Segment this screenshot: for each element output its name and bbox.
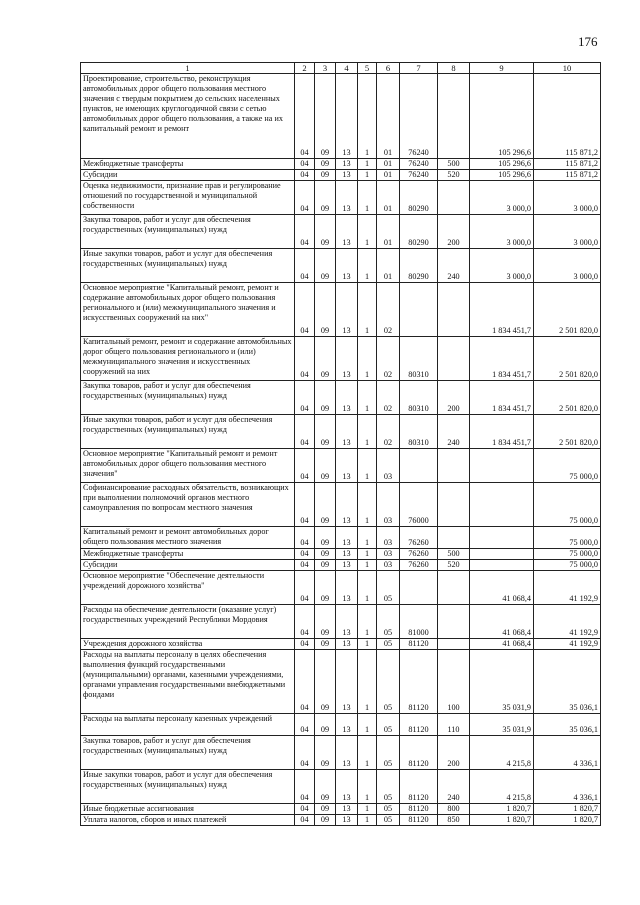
expense-type-cell: 500 [438,159,470,170]
section-code-cell: 04 [295,714,315,736]
program-code-cell: 13 [336,483,358,527]
subprogram-code-cell: 1 [358,650,377,714]
program-code-cell: 13 [336,650,358,714]
program-code-cell: 13 [336,170,358,181]
row-name-cell: Проектирование, строительство, реконструкция автомобильных дорог общего пользования местного значения с твердым покрытием до сельских населенных пунктов, не имеющих круглогодичной связи с сетью автомобильных дорог общего пользования, а также на их капитальный ремонт и ремонт [81,74,295,159]
expense-type-cell [438,639,470,650]
program-code-cell: 13 [336,283,358,337]
expense-type-cell: 520 [438,170,470,181]
activity-code-cell: 05 [377,714,400,736]
header-cell: 10 [534,63,601,74]
amount-year1-cell: 4 215,8 [470,770,534,804]
program-code-cell: 13 [336,381,358,415]
direction-code-cell: 81120 [400,650,438,714]
row-name-cell: Расходы на обеспечение деятельности (оказание услуг) государственных учреждений Республики Мордовия [81,605,295,639]
direction-code-cell: 80290 [400,181,438,215]
amount-year2-cell: 41 192,9 [534,605,601,639]
activity-code-cell: 01 [377,249,400,283]
program-code-cell: 13 [336,736,358,770]
amount-year2-cell: 2 501 820,0 [534,283,601,337]
activity-code-cell: 03 [377,549,400,560]
amount-year1-cell: 105 296,6 [470,170,534,181]
table-row [81,181,601,215]
subsection-code-cell: 09 [315,549,336,560]
section-code-cell: 04 [295,170,315,181]
activity-code-cell: 05 [377,605,400,639]
amount-year1-cell [470,483,534,527]
header-cell: 3 [315,63,336,74]
direction-code-cell: 81000 [400,605,438,639]
subprogram-code-cell: 1 [358,804,377,815]
direction-code-cell: 76240 [400,159,438,170]
program-code-cell: 13 [336,181,358,215]
amount-year1-cell: 1 820,7 [470,815,534,826]
section-code-cell: 04 [295,74,315,159]
subprogram-code-cell: 1 [358,249,377,283]
header-cell: 1 [81,63,295,74]
table-row [81,815,601,826]
table-row [81,560,601,571]
direction-code-cell: 81120 [400,639,438,650]
amount-year2-cell: 3 000,0 [534,215,601,249]
direction-code-cell: 80310 [400,337,438,381]
section-code-cell: 04 [295,560,315,571]
page-number: 176 [578,34,598,49]
row-name-cell: Капитальный ремонт, ремонт и содержание автомобильных дорог общего пользования регионального и (или) межмуниципального значения и искусственных сооружений на них [81,337,295,381]
subsection-code-cell: 09 [315,170,336,181]
section-code-cell: 04 [295,181,315,215]
amount-year2-cell: 3 000,0 [534,249,601,283]
subprogram-code-cell: 1 [358,639,377,650]
section-code-cell: 04 [295,549,315,560]
activity-code-cell: 05 [377,804,400,815]
subprogram-code-cell: 1 [358,381,377,415]
direction-code-cell: 81120 [400,815,438,826]
expense-type-cell: 240 [438,770,470,804]
activity-code-cell: 03 [377,527,400,549]
expense-type-cell [438,605,470,639]
section-code-cell: 04 [295,639,315,650]
amount-year2-cell: 2 501 820,0 [534,415,601,449]
header-cell: 6 [377,63,400,74]
table-row [81,74,601,159]
expense-type-cell [438,571,470,605]
amount-year2-cell: 115 871,2 [534,159,601,170]
program-code-cell: 13 [336,449,358,483]
activity-code-cell: 05 [377,650,400,714]
subsection-code-cell: 09 [315,415,336,449]
activity-code-cell: 02 [377,337,400,381]
direction-code-cell [400,449,438,483]
section-code-cell: 04 [295,283,315,337]
section-code-cell: 04 [295,159,315,170]
subsection-code-cell: 09 [315,605,336,639]
table-body [81,74,601,826]
expense-type-cell: 800 [438,804,470,815]
subprogram-code-cell: 1 [358,181,377,215]
amount-year2-cell: 4 336,1 [534,770,601,804]
amount-year2-cell: 2 501 820,0 [534,381,601,415]
row-name-cell: Межбюджетные трансферты [81,159,295,170]
subsection-code-cell: 09 [315,639,336,650]
table-row [81,283,601,337]
program-code-cell: 13 [336,571,358,605]
subprogram-code-cell: 1 [358,449,377,483]
budget-table [80,62,601,826]
amount-year2-cell: 35 036,1 [534,714,601,736]
header-cell: 2 [295,63,315,74]
amount-year1-cell: 3 000,0 [470,249,534,283]
program-code-cell: 13 [336,714,358,736]
section-code-cell: 04 [295,650,315,714]
row-name-cell: Софинансирование расходных обязательств, возникающих при выполнении полномочий органов местного самоуправления по вопросам местного значения [81,483,295,527]
subprogram-code-cell: 1 [358,560,377,571]
subsection-code-cell: 09 [315,449,336,483]
subsection-code-cell: 09 [315,560,336,571]
section-code-cell: 04 [295,249,315,283]
header-cell: 4 [336,63,358,74]
row-name-cell: Учреждения дорожного хозяйства [81,639,295,650]
direction-code-cell: 80310 [400,415,438,449]
row-name-cell: Иные закупки товаров, работ и услуг для обеспечения государственных (муниципальных) нужд [81,770,295,804]
expense-type-cell: 240 [438,249,470,283]
direction-code-cell: 76260 [400,527,438,549]
direction-code-cell: 81120 [400,770,438,804]
subsection-code-cell: 09 [315,483,336,527]
amount-year2-cell: 75 000,0 [534,527,601,549]
amount-year2-cell: 3 000,0 [534,181,601,215]
subsection-code-cell: 09 [315,736,336,770]
expense-type-cell: 200 [438,736,470,770]
program-code-cell: 13 [336,415,358,449]
amount-year1-cell: 105 296,6 [470,74,534,159]
table-row [81,549,601,560]
program-code-cell: 13 [336,527,358,549]
amount-year2-cell: 75 000,0 [534,449,601,483]
table-row [81,804,601,815]
amount-year1-cell: 35 031,9 [470,714,534,736]
amount-year1-cell: 3 000,0 [470,215,534,249]
subsection-code-cell: 09 [315,714,336,736]
subsection-code-cell: 09 [315,74,336,159]
subsection-code-cell: 09 [315,381,336,415]
subprogram-code-cell: 1 [358,74,377,159]
table-row [81,483,601,527]
row-name-cell: Закупка товаров, работ и услуг для обеспечения государственных (муниципальных) нужд [81,381,295,415]
table-row [81,170,601,181]
table-row [81,159,601,170]
direction-code-cell: 81120 [400,714,438,736]
subprogram-code-cell: 1 [358,770,377,804]
amount-year1-cell: 41 068,4 [470,605,534,639]
expense-type-cell: 520 [438,560,470,571]
row-name-cell: Капитальный ремонт и ремонт автомобильных дорог общего пользования местного значения [81,527,295,549]
subsection-code-cell: 09 [315,215,336,249]
subsection-code-cell: 09 [315,249,336,283]
direction-code-cell: 80290 [400,215,438,249]
amount-year1-cell: 1 834 451,7 [470,337,534,381]
amount-year2-cell: 2 501 820,0 [534,337,601,381]
subprogram-code-cell: 1 [358,571,377,605]
amount-year1-cell: 3 000,0 [470,181,534,215]
activity-code-cell: 05 [377,770,400,804]
subprogram-code-cell: 1 [358,415,377,449]
subsection-code-cell: 09 [315,527,336,549]
row-name-cell: Иные бюджетные ассигнования [81,804,295,815]
subsection-code-cell: 09 [315,337,336,381]
subsection-code-cell: 09 [315,804,336,815]
activity-code-cell: 01 [377,181,400,215]
amount-year1-cell: 41 068,4 [470,639,534,650]
amount-year2-cell: 4 336,1 [534,736,601,770]
amount-year2-cell: 75 000,0 [534,560,601,571]
program-code-cell: 13 [336,159,358,170]
activity-code-cell: 03 [377,560,400,571]
subprogram-code-cell: 1 [358,605,377,639]
row-name-cell: Расходы на выплаты персоналу казенных учреждений [81,714,295,736]
amount-year1-cell [470,449,534,483]
table-row [81,337,601,381]
subsection-code-cell: 09 [315,815,336,826]
amount-year1-cell: 1 820,7 [470,804,534,815]
section-code-cell: 04 [295,381,315,415]
amount-year2-cell: 1 820,7 [534,804,601,815]
program-code-cell: 13 [336,804,358,815]
section-code-cell: 04 [295,337,315,381]
program-code-cell: 13 [336,639,358,650]
subprogram-code-cell: 1 [358,170,377,181]
expense-type-cell [438,449,470,483]
expense-type-cell: 850 [438,815,470,826]
row-name-cell: Межбюджетные трансферты [81,549,295,560]
section-code-cell: 04 [295,449,315,483]
expense-type-cell [438,337,470,381]
program-code-cell: 13 [336,770,358,804]
activity-code-cell: 01 [377,159,400,170]
section-code-cell: 04 [295,571,315,605]
subprogram-code-cell: 1 [358,283,377,337]
activity-code-cell: 05 [377,571,400,605]
expense-type-cell [438,483,470,527]
table-row [81,527,601,549]
row-name-cell: Иные закупки товаров, работ и услуг для обеспечения государственных (муниципальных) нужд [81,415,295,449]
amount-year1-cell: 1 834 451,7 [470,415,534,449]
row-name-cell: Уплата налогов, сборов и иных платежей [81,815,295,826]
header-cell: 9 [470,63,534,74]
amount-year2-cell: 41 192,9 [534,571,601,605]
subsection-code-cell: 09 [315,159,336,170]
row-name-cell: Иные закупки товаров, работ и услуг для обеспечения государственных (муниципальных) нужд [81,249,295,283]
row-name-cell: Расходы на выплаты персоналу в целях обеспечения выполнения функций государственными (муниципальными) органами, казенными учреждениями, органами управления государственными внебюджетными фондами [81,650,295,714]
amount-year1-cell: 105 296,6 [470,159,534,170]
direction-code-cell: 76240 [400,170,438,181]
activity-code-cell: 05 [377,815,400,826]
table-row [81,249,601,283]
activity-code-cell: 02 [377,381,400,415]
subprogram-code-cell: 1 [358,549,377,560]
subprogram-code-cell: 1 [358,714,377,736]
expense-type-cell: 500 [438,549,470,560]
amount-year1-cell [470,549,534,560]
amount-year2-cell: 41 192,9 [534,639,601,650]
program-code-cell: 13 [336,249,358,283]
table-row [81,736,601,770]
subsection-code-cell: 09 [315,283,336,337]
section-code-cell: 04 [295,736,315,770]
amount-year2-cell: 115 871,2 [534,170,601,181]
subsection-code-cell: 09 [315,770,336,804]
expense-type-cell [438,527,470,549]
activity-code-cell: 02 [377,283,400,337]
expense-type-cell: 200 [438,381,470,415]
program-code-cell: 13 [336,549,358,560]
amount-year1-cell: 1 834 451,7 [470,381,534,415]
activity-code-cell: 05 [377,736,400,770]
table-row [81,415,601,449]
section-code-cell: 04 [295,215,315,249]
row-name-cell: Закупка товаров, работ и услуг для обеспечения государственных (муниципальных) нужд [81,215,295,249]
section-code-cell: 04 [295,415,315,449]
row-name-cell: Субсидии [81,170,295,181]
amount-year1-cell: 1 834 451,7 [470,283,534,337]
expense-type-cell [438,74,470,159]
activity-code-cell: 01 [377,74,400,159]
row-name-cell: Основное мероприятие "Обеспечение деятельности учреждений дорожного хозяйства" [81,571,295,605]
amount-year1-cell: 4 215,8 [470,736,534,770]
direction-code-cell: 80310 [400,381,438,415]
section-code-cell: 04 [295,770,315,804]
direction-code-cell [400,283,438,337]
subprogram-code-cell: 1 [358,215,377,249]
table-row [81,571,601,605]
section-code-cell: 04 [295,804,315,815]
subprogram-code-cell: 1 [358,337,377,381]
amount-year1-cell [470,527,534,549]
subprogram-code-cell: 1 [358,483,377,527]
amount-year2-cell: 75 000,0 [534,549,601,560]
direction-code-cell: 81120 [400,736,438,770]
subsection-code-cell: 09 [315,650,336,714]
section-code-cell: 04 [295,527,315,549]
subprogram-code-cell: 1 [358,815,377,826]
section-code-cell: 04 [295,815,315,826]
table-header-row [81,63,601,74]
amount-year1-cell: 41 068,4 [470,571,534,605]
table-row [81,449,601,483]
table-row [81,639,601,650]
subsection-code-cell: 09 [315,181,336,215]
expense-type-cell: 200 [438,215,470,249]
expense-type-cell [438,181,470,215]
amount-year2-cell: 1 820,7 [534,815,601,826]
expense-type-cell: 110 [438,714,470,736]
amount-year1-cell: 35 031,9 [470,650,534,714]
row-name-cell: Закупка товаров, работ и услуг для обеспечения государственных (муниципальных) нужд [81,736,295,770]
header-cell: 7 [400,63,438,74]
direction-code-cell: 76260 [400,560,438,571]
expense-type-cell [438,283,470,337]
amount-year2-cell: 75 000,0 [534,483,601,527]
program-code-cell: 13 [336,815,358,826]
activity-code-cell: 03 [377,483,400,527]
section-code-cell: 04 [295,483,315,527]
amount-year1-cell [470,560,534,571]
amount-year2-cell: 115 871,2 [534,74,601,159]
subprogram-code-cell: 1 [358,736,377,770]
row-name-cell: Основное мероприятие "Капитальный ремонт и ремонт автомобильных дорог общего пользования местного значения" [81,449,295,483]
section-code-cell: 04 [295,605,315,639]
direction-code-cell: 81120 [400,804,438,815]
program-code-cell: 13 [336,560,358,571]
expense-type-cell: 240 [438,415,470,449]
table-row [81,650,601,714]
subprogram-code-cell: 1 [358,527,377,549]
direction-code-cell [400,571,438,605]
direction-code-cell: 76240 [400,74,438,159]
activity-code-cell: 05 [377,639,400,650]
table-row [81,215,601,249]
program-code-cell: 13 [336,605,358,639]
amount-year2-cell: 35 036,1 [534,650,601,714]
table-row [81,714,601,736]
direction-code-cell: 76000 [400,483,438,527]
direction-code-cell: 80290 [400,249,438,283]
row-name-cell: Оценка недвижимости, признание прав и регулирование отношений по государственной и муниципальной собственности [81,181,295,215]
subprogram-code-cell: 1 [358,159,377,170]
program-code-cell: 13 [336,337,358,381]
expense-type-cell: 100 [438,650,470,714]
subsection-code-cell: 09 [315,571,336,605]
table-row [81,770,601,804]
header-cell: 5 [358,63,377,74]
table-row [81,381,601,415]
activity-code-cell: 02 [377,415,400,449]
row-name-cell: Основное мероприятие "Капитальный ремонт, ремонт и содержание автомобильных дорог общего пользования регионального и (или) межмуниципального значения и искусственных сооружений на них" [81,283,295,337]
header-cell: 8 [438,63,470,74]
activity-code-cell: 03 [377,449,400,483]
row-name-cell: Субсидии [81,560,295,571]
direction-code-cell: 76260 [400,549,438,560]
activity-code-cell: 01 [377,170,400,181]
program-code-cell: 13 [336,74,358,159]
table-row [81,605,601,639]
activity-code-cell: 01 [377,215,400,249]
program-code-cell: 13 [336,215,358,249]
